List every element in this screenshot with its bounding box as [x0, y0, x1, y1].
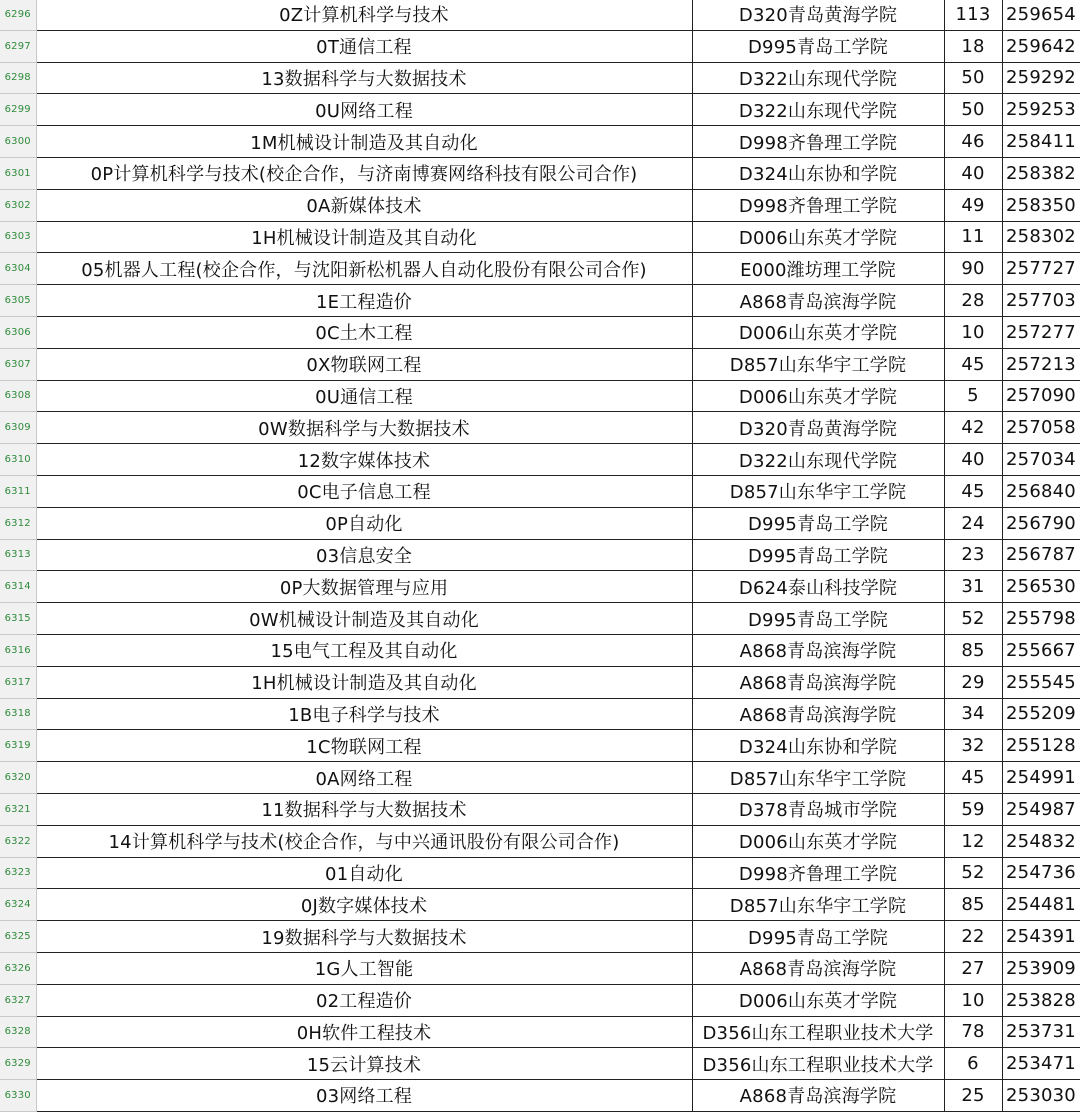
table-row[interactable]: [0, 762, 1080, 794]
rank-cell[interactable]: 256790: [1002, 507, 1080, 539]
major-cell[interactable]: 11数据科学与大数据技术: [36, 793, 692, 825]
rank-cell[interactable]: 258411: [1002, 126, 1080, 158]
table-row[interactable]: [0, 253, 1080, 285]
row-number[interactable]: 6305: [0, 285, 36, 317]
school-cell[interactable]: D324山东协和学院: [692, 730, 944, 762]
rank-cell[interactable]: 255798: [1002, 603, 1080, 635]
rank-cell[interactable]: 256787: [1002, 539, 1080, 571]
major-cell[interactable]: 1M机械设计制造及其自动化: [36, 126, 692, 158]
school-cell[interactable]: D322山东现代学院: [692, 444, 944, 476]
rank-cell[interactable]: 253030: [1002, 1080, 1080, 1112]
table-row[interactable]: [0, 984, 1080, 1016]
row-number[interactable]: 6296: [0, 0, 36, 30]
major-cell[interactable]: 0C土木工程: [36, 316, 692, 348]
row-number[interactable]: 6300: [0, 126, 36, 158]
row-number[interactable]: 6329: [0, 1048, 36, 1080]
rank-cell[interactable]: 258350: [1002, 189, 1080, 221]
major-cell[interactable]: 0W机械设计制造及其自动化: [36, 603, 692, 635]
school-cell[interactable]: D006山东英才学院: [692, 380, 944, 412]
rank-cell[interactable]: 254736: [1002, 857, 1080, 889]
school-cell[interactable]: D995青岛工学院: [692, 30, 944, 62]
major-cell[interactable]: 15电气工程及其自动化: [36, 634, 692, 666]
table-row[interactable]: [0, 0, 1080, 30]
rank-cell[interactable]: 253471: [1002, 1048, 1080, 1080]
major-cell[interactable]: 0P自动化: [36, 507, 692, 539]
major-cell[interactable]: 1E工程造价: [36, 285, 692, 317]
rank-cell[interactable]: 259654: [1002, 0, 1080, 30]
school-cell[interactable]: D998齐鲁理工学院: [692, 857, 944, 889]
plan-count-cell[interactable]: 45: [944, 475, 1002, 507]
rank-cell[interactable]: 254987: [1002, 793, 1080, 825]
rank-cell[interactable]: 256530: [1002, 571, 1080, 603]
rank-cell[interactable]: 254832: [1002, 825, 1080, 857]
table-row[interactable]: [0, 157, 1080, 189]
row-number[interactable]: 6298: [0, 62, 36, 94]
plan-count-cell[interactable]: 52: [944, 603, 1002, 635]
school-cell[interactable]: D324山东协和学院: [692, 157, 944, 189]
plan-count-cell[interactable]: 28: [944, 285, 1002, 317]
row-number[interactable]: 6326: [0, 952, 36, 984]
school-cell[interactable]: D320青岛黄海学院: [692, 0, 944, 30]
table-row[interactable]: [0, 30, 1080, 62]
plan-count-cell[interactable]: 12: [944, 825, 1002, 857]
plan-count-cell[interactable]: 49: [944, 189, 1002, 221]
plan-count-cell[interactable]: 40: [944, 444, 1002, 476]
rank-cell[interactable]: 257090: [1002, 380, 1080, 412]
table-row[interactable]: [0, 634, 1080, 666]
table-row[interactable]: [0, 348, 1080, 380]
rank-cell[interactable]: 255128: [1002, 730, 1080, 762]
plan-count-cell[interactable]: 113: [944, 0, 1002, 30]
plan-count-cell[interactable]: 46: [944, 126, 1002, 158]
school-cell[interactable]: D998齐鲁理工学院: [692, 126, 944, 158]
table-row[interactable]: [0, 62, 1080, 94]
table-row[interactable]: [0, 412, 1080, 444]
plan-count-cell[interactable]: 31: [944, 571, 1002, 603]
major-cell[interactable]: 1G人工智能: [36, 952, 692, 984]
table-row[interactable]: [0, 126, 1080, 158]
plan-count-cell[interactable]: 85: [944, 634, 1002, 666]
major-cell[interactable]: 0A新媒体技术: [36, 189, 692, 221]
rank-cell[interactable]: 256840: [1002, 475, 1080, 507]
row-number[interactable]: 6311: [0, 475, 36, 507]
row-number[interactable]: 6325: [0, 921, 36, 953]
rank-cell[interactable]: 257703: [1002, 285, 1080, 317]
plan-count-cell[interactable]: 78: [944, 1016, 1002, 1048]
row-number[interactable]: 6317: [0, 666, 36, 698]
plan-count-cell[interactable]: 10: [944, 984, 1002, 1016]
table-row[interactable]: [0, 1080, 1080, 1112]
plan-count-cell[interactable]: 50: [944, 62, 1002, 94]
plan-count-cell[interactable]: 27: [944, 952, 1002, 984]
row-number[interactable]: 6322: [0, 825, 36, 857]
plan-count-cell[interactable]: 11: [944, 221, 1002, 253]
major-cell[interactable]: 1H机械设计制造及其自动化: [36, 221, 692, 253]
major-cell[interactable]: 19数据科学与大数据技术: [36, 921, 692, 953]
plan-count-cell[interactable]: 85: [944, 889, 1002, 921]
table-row[interactable]: [0, 507, 1080, 539]
row-number[interactable]: 6297: [0, 30, 36, 62]
major-cell[interactable]: 0J数字媒体技术: [36, 889, 692, 921]
major-cell[interactable]: 0P大数据管理与应用: [36, 571, 692, 603]
school-cell[interactable]: D006山东英才学院: [692, 316, 944, 348]
row-number[interactable]: 6304: [0, 253, 36, 285]
table-row[interactable]: [0, 539, 1080, 571]
rank-cell[interactable]: 258382: [1002, 157, 1080, 189]
school-cell[interactable]: D857山东华宇工学院: [692, 889, 944, 921]
plan-count-cell[interactable]: 24: [944, 507, 1002, 539]
plan-count-cell[interactable]: 40: [944, 157, 1002, 189]
table-row[interactable]: [0, 857, 1080, 889]
major-cell[interactable]: 0U通信工程: [36, 380, 692, 412]
row-number[interactable]: 6301: [0, 157, 36, 189]
plan-count-cell[interactable]: 52: [944, 857, 1002, 889]
school-cell[interactable]: A868青岛滨海学院: [692, 698, 944, 730]
major-cell[interactable]: 1H机械设计制造及其自动化: [36, 666, 692, 698]
plan-count-cell[interactable]: 42: [944, 412, 1002, 444]
row-number[interactable]: 6306: [0, 316, 36, 348]
plan-count-cell[interactable]: 50: [944, 94, 1002, 126]
school-cell[interactable]: D006山东英才学院: [692, 825, 944, 857]
major-cell[interactable]: 0C电子信息工程: [36, 475, 692, 507]
school-cell[interactable]: D995青岛工学院: [692, 603, 944, 635]
plan-count-cell[interactable]: 22: [944, 921, 1002, 953]
plan-count-cell[interactable]: 45: [944, 348, 1002, 380]
plan-count-cell[interactable]: 10: [944, 316, 1002, 348]
table-row[interactable]: [0, 285, 1080, 317]
major-cell[interactable]: 0U网络工程: [36, 94, 692, 126]
table-row[interactable]: [0, 571, 1080, 603]
major-cell[interactable]: 1B电子科学与技术: [36, 698, 692, 730]
school-cell[interactable]: A868青岛滨海学院: [692, 634, 944, 666]
table-row[interactable]: [0, 603, 1080, 635]
major-cell[interactable]: 0X物联网工程: [36, 348, 692, 380]
plan-count-cell[interactable]: 59: [944, 793, 1002, 825]
plan-count-cell[interactable]: 18: [944, 30, 1002, 62]
plan-count-cell[interactable]: 45: [944, 762, 1002, 794]
row-number[interactable]: 6309: [0, 412, 36, 444]
major-cell[interactable]: 12数字媒体技术: [36, 444, 692, 476]
row-number[interactable]: 6316: [0, 634, 36, 666]
rank-cell[interactable]: 259292: [1002, 62, 1080, 94]
major-cell[interactable]: 02工程造价: [36, 984, 692, 1016]
rank-cell[interactable]: 254991: [1002, 762, 1080, 794]
school-cell[interactable]: D378青岛城市学院: [692, 793, 944, 825]
row-number[interactable]: 6302: [0, 189, 36, 221]
school-cell[interactable]: D320青岛黄海学院: [692, 412, 944, 444]
rank-cell[interactable]: 253828: [1002, 984, 1080, 1016]
major-cell[interactable]: 0A网络工程: [36, 762, 692, 794]
major-cell[interactable]: 0T通信工程: [36, 30, 692, 62]
major-cell[interactable]: 01自动化: [36, 857, 692, 889]
school-cell[interactable]: D857山东华宇工学院: [692, 475, 944, 507]
table-row[interactable]: [0, 94, 1080, 126]
row-number[interactable]: 6307: [0, 348, 36, 380]
school-cell[interactable]: A868青岛滨海学院: [692, 952, 944, 984]
row-number[interactable]: 6310: [0, 444, 36, 476]
rank-cell[interactable]: 257277: [1002, 316, 1080, 348]
row-number[interactable]: 6313: [0, 539, 36, 571]
plan-count-cell[interactable]: 34: [944, 698, 1002, 730]
school-cell[interactable]: D998齐鲁理工学院: [692, 189, 944, 221]
table-row[interactable]: [0, 475, 1080, 507]
school-cell[interactable]: A868青岛滨海学院: [692, 1080, 944, 1112]
row-number[interactable]: 6303: [0, 221, 36, 253]
school-cell[interactable]: D322山东现代学院: [692, 94, 944, 126]
school-cell[interactable]: A868青岛滨海学院: [692, 666, 944, 698]
row-number[interactable]: 6330: [0, 1080, 36, 1112]
major-cell[interactable]: 05机器人工程(校企合作，与沈阳新松机器人自动化股份有限公司合作): [36, 253, 692, 285]
row-number[interactable]: 6320: [0, 762, 36, 794]
school-cell[interactable]: A868青岛滨海学院: [692, 285, 944, 317]
row-number[interactable]: 6308: [0, 380, 36, 412]
rank-cell[interactable]: 259253: [1002, 94, 1080, 126]
rank-cell[interactable]: 257034: [1002, 444, 1080, 476]
major-cell[interactable]: 1C物联网工程: [36, 730, 692, 762]
table-row[interactable]: [0, 889, 1080, 921]
row-number[interactable]: 6328: [0, 1016, 36, 1048]
table-row[interactable]: [0, 1048, 1080, 1080]
plan-count-cell[interactable]: 6: [944, 1048, 1002, 1080]
school-cell[interactable]: D322山东现代学院: [692, 62, 944, 94]
major-cell[interactable]: 0P计算机科学与技术(校企合作，与济南博赛网络科技有限公司合作): [36, 157, 692, 189]
major-cell[interactable]: 03网络工程: [36, 1080, 692, 1112]
rank-cell[interactable]: 253909: [1002, 952, 1080, 984]
rank-cell[interactable]: 255209: [1002, 698, 1080, 730]
table-row[interactable]: [0, 921, 1080, 953]
school-cell[interactable]: D857山东华宇工学院: [692, 348, 944, 380]
rank-cell[interactable]: 255667: [1002, 634, 1080, 666]
rank-cell[interactable]: 258302: [1002, 221, 1080, 253]
rank-cell[interactable]: 254391: [1002, 921, 1080, 953]
school-cell[interactable]: D006山东英才学院: [692, 984, 944, 1016]
plan-count-cell[interactable]: 32: [944, 730, 1002, 762]
table-row[interactable]: [0, 666, 1080, 698]
school-cell[interactable]: D006山东英才学院: [692, 221, 944, 253]
table-row[interactable]: [0, 189, 1080, 221]
school-cell[interactable]: E000潍坊理工学院: [692, 253, 944, 285]
major-cell[interactable]: 0Z计算机科学与技术: [36, 0, 692, 30]
row-number[interactable]: 6312: [0, 507, 36, 539]
table-row[interactable]: [0, 952, 1080, 984]
major-cell[interactable]: 14计算机科学与技术(校企合作，与中兴通讯股份有限公司合作): [36, 825, 692, 857]
table-row[interactable]: [0, 698, 1080, 730]
plan-count-cell[interactable]: 23: [944, 539, 1002, 571]
row-number[interactable]: 6321: [0, 793, 36, 825]
table-row[interactable]: [0, 825, 1080, 857]
major-cell[interactable]: 13数据科学与大数据技术: [36, 62, 692, 94]
major-cell[interactable]: 0H软件工程技术: [36, 1016, 692, 1048]
row-number[interactable]: 6315: [0, 603, 36, 635]
plan-count-cell[interactable]: 29: [944, 666, 1002, 698]
major-cell[interactable]: 03信息安全: [36, 539, 692, 571]
row-number[interactable]: 6324: [0, 889, 36, 921]
table-row[interactable]: [0, 316, 1080, 348]
table-row[interactable]: [0, 380, 1080, 412]
table-row[interactable]: [0, 221, 1080, 253]
school-cell[interactable]: D624泰山科技学院: [692, 571, 944, 603]
row-number[interactable]: 6319: [0, 730, 36, 762]
school-cell[interactable]: D857山东华宇工学院: [692, 762, 944, 794]
school-cell[interactable]: D995青岛工学院: [692, 539, 944, 571]
row-number[interactable]: 6323: [0, 857, 36, 889]
table-row[interactable]: [0, 1016, 1080, 1048]
major-cell[interactable]: 15云计算技术: [36, 1048, 692, 1080]
row-number[interactable]: 6318: [0, 698, 36, 730]
table-row[interactable]: [0, 444, 1080, 476]
row-number[interactable]: 6314: [0, 571, 36, 603]
school-cell[interactable]: D995青岛工学院: [692, 921, 944, 953]
row-number[interactable]: 6327: [0, 984, 36, 1016]
rank-cell[interactable]: 257058: [1002, 412, 1080, 444]
plan-count-cell[interactable]: 5: [944, 380, 1002, 412]
rank-cell[interactable]: 257213: [1002, 348, 1080, 380]
row-number[interactable]: 6299: [0, 94, 36, 126]
school-cell[interactable]: D995青岛工学院: [692, 507, 944, 539]
rank-cell[interactable]: 255545: [1002, 666, 1080, 698]
table-row[interactable]: [0, 730, 1080, 762]
plan-count-cell[interactable]: 25: [944, 1080, 1002, 1112]
rank-cell[interactable]: 259642: [1002, 30, 1080, 62]
school-cell[interactable]: D356山东工程职业技术大学: [692, 1016, 944, 1048]
rank-cell[interactable]: 257727: [1002, 253, 1080, 285]
rank-cell[interactable]: 253731: [1002, 1016, 1080, 1048]
table-row[interactable]: [0, 793, 1080, 825]
plan-count-cell[interactable]: 90: [944, 253, 1002, 285]
rank-cell[interactable]: 254481: [1002, 889, 1080, 921]
school-cell[interactable]: D356山东工程职业技术大学: [692, 1048, 944, 1080]
major-cell[interactable]: 0W数据科学与大数据技术: [36, 412, 692, 444]
